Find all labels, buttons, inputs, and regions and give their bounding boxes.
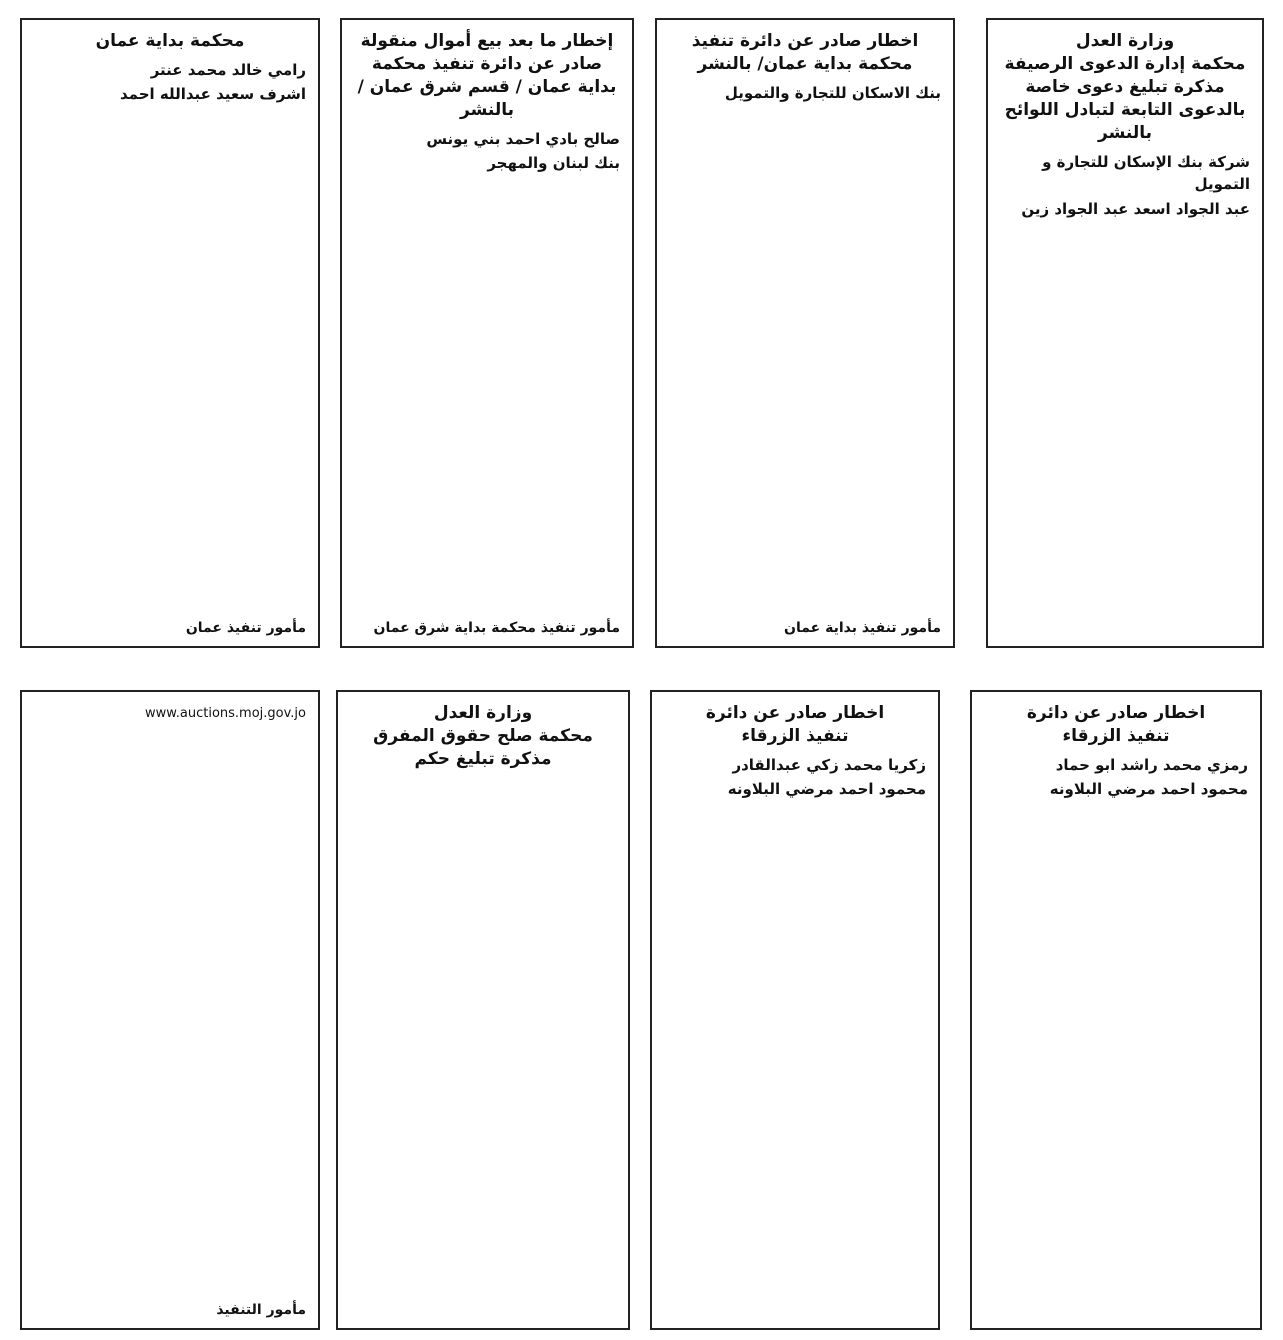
notice-7 bbox=[336, 690, 630, 1330]
notice-signature: مأمور تنفيذ بداية عمان bbox=[784, 620, 941, 636]
notice-line: شركة بنك الإسكان للتجارة و التمويل bbox=[1042, 152, 1250, 194]
notice-line: محمود احمد مرضي البلاونه bbox=[727, 780, 926, 799]
notice-8 bbox=[20, 690, 320, 1330]
notice-line: www.auctions.moj.gov.jo bbox=[145, 706, 306, 721]
notice-line: زكريا محمد زكي عبدالقادر bbox=[732, 755, 926, 774]
notice-1 bbox=[986, 18, 1264, 648]
notice-3 bbox=[340, 18, 634, 648]
notice-title: محكمة بداية عمان bbox=[95, 31, 245, 51]
notice-line: رمزي محمد راشد ابو حماد bbox=[1055, 755, 1248, 774]
notice-line: بنك الاسكان للتجارة والتمويل bbox=[724, 83, 941, 102]
notice-title: اخطار صادر عن دائرة تنفيذ الزرقاء bbox=[1026, 703, 1206, 746]
notice-6 bbox=[650, 690, 940, 1330]
notice-line: اشرف سعيد عبدالله احمد bbox=[119, 85, 306, 104]
notice-signature: مأمور تنفيذ عمان bbox=[185, 620, 306, 636]
notice-line: صالح بادي احمد بني يونس bbox=[426, 129, 620, 148]
notice-line: عبد الجواد اسعد عبد الجواد زين bbox=[1021, 199, 1250, 218]
notice-line: بنك لبنان والمهجر bbox=[487, 154, 620, 173]
notice-title: اخطار صادر عن دائرة تنفيذ محكمة بداية عمان/ بالنشر bbox=[691, 31, 919, 74]
notice-5 bbox=[970, 690, 1262, 1330]
notice-line: محمود احمد مرضي البلاونه bbox=[1049, 780, 1248, 799]
notice-title: وزارة العدل محكمة إدارة الدعوى الرصيفة مذكرة تبليغ دعوى خاصة بالدعوى التابعة لتبادل اللوائح بالنشر bbox=[1004, 31, 1246, 143]
notice-2 bbox=[655, 18, 955, 648]
notice-signature: مأمور تنفيذ محكمة بداية شرق عمان bbox=[373, 620, 620, 636]
notice-title: وزارة العدل محكمة صلح حقوق المفرق مذكرة تبليغ حكم bbox=[373, 703, 593, 769]
notice-title: اخطار صادر عن دائرة تنفيذ الزرقاء bbox=[705, 703, 885, 746]
notice-title: إخطار ما بعد بيع أموال منقولة صادر عن دائرة تنفيذ محكمة بداية عمان / قسم شرق عمان / بالنشر bbox=[357, 31, 617, 120]
notice-line: رامي خالد محمد عنتر bbox=[150, 60, 306, 79]
notice-4 bbox=[20, 18, 320, 648]
notice-signature: مأمور التنفيذ bbox=[216, 1302, 306, 1318]
